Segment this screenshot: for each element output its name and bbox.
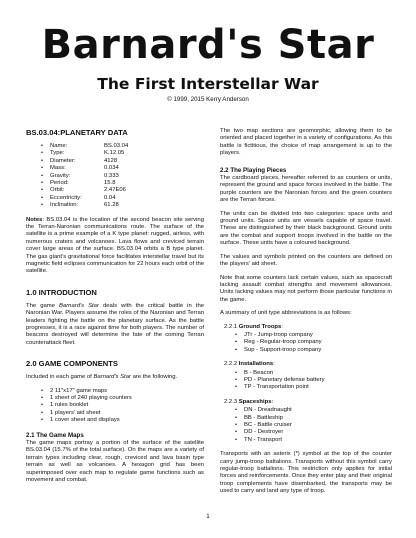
components-intro: Included in each game of Barnard's Star are the following. <box>26 374 178 381</box>
pieces-paragraph-1: The cardboard pieces, hereafter referred to as counters or units, represent the ground and space forces involved in the battle. The purple counters are the Naronian forces and the green counters are the Terran forces. <box>220 175 392 204</box>
stat-row: • Inclination: 61.28 <box>50 202 204 209</box>
list-item: • TP - Transportation point <box>244 384 392 391</box>
stat-row: • Diameter: 4128 <box>50 158 204 165</box>
list-item: • Reg - Regular-troop company <box>244 339 392 346</box>
components-list <box>26 388 204 425</box>
list-item: • JTr - Jump-troop company <box>244 332 392 339</box>
right-column <box>220 128 392 502</box>
stat-row: • Gravity: 0.333 <box>50 173 204 180</box>
planetary-stats-list <box>26 143 204 210</box>
list-item: • 2 11"x17" game maps <box>50 388 204 395</box>
game-maps-paragraph: The game maps portray a portion of the surface of the satellite BS.03.04 (15.7% of the total surface). On the maps are a variety of terrain types including clear, rough, creviced and lava basin type terrain as well as volcanoes. A hexagon grid has been superimposed over each map to regulate game functions such as movement and combat. <box>26 440 204 484</box>
pieces-paragraph-3: The values and symbols printed on the counters are defined on the players' aid sheet. <box>220 253 392 268</box>
stat-row: • Orbit: 2.47E06 <box>50 187 204 194</box>
geomorphic-paragraph: The two map sections are geomorphic, allowing them to be oriented and placed together in a variety of configurations. As this battle is fictitious, the choice of map arrangement is up to the players. <box>220 128 392 157</box>
installations-heading: 2.2.2 Installations: <box>224 361 275 368</box>
copyright-notice: © 1999, 2015 Kerry Anderson <box>167 96 249 103</box>
planetary-data-heading: BS.03.04:PLANETARY DATA <box>26 128 128 137</box>
document-subtitle: The First Interstellar War <box>97 75 319 93</box>
game-maps-heading: 2.1 The Game Maps <box>26 431 84 439</box>
transports-paragraph: Transports with an asterix (*) symbol at the top of the counter carry jump-troop battalions. Transports without this symbol carry regular-troop battalions. This restriction only applies for initial forces and reinforcements. Once they enter play and their original troop complements have disembarked, the transports may be used to carry and land any type of troop. <box>220 451 392 495</box>
stat-row: • Eccentricity: 0.04 <box>50 195 204 202</box>
document-title: Barnard's Star <box>41 22 375 68</box>
ground-troops-heading: 2.2.1 Ground Troops: <box>224 323 283 330</box>
stat-row: • Type: K.12.05 <box>50 150 204 157</box>
list-item: • PD - Planetary defense battery <box>244 377 392 384</box>
planetary-notes: Notes: BS.03.04 is the location of the second beacon site serving the Terran-Naronian communications route. The surface of the satellite is a prime example of a K type planet: rugged, airless, with numerous craters and volcanoes. Lava flows and creviced terrain cover large areas of the surface. BS.03.04 orbits a B type planet. The gas giant's gravitational force facilitates interstellar travel but its magnetic field eclipses communication for 22 hours each orbit of the satellite. <box>26 216 204 275</box>
installations-list <box>220 370 392 392</box>
page-number: 1 <box>206 513 210 520</box>
pieces-paragraph-5: A summary of unit type abbreviations is as follows: <box>220 310 352 317</box>
ground-troops-list <box>220 332 392 354</box>
left-column <box>26 128 204 490</box>
spaceships-heading: 2.2.3 Spaceships: <box>224 398 274 405</box>
list-item: • TN - Transport <box>244 437 392 444</box>
list-item: • 1 rules booklet <box>50 402 204 409</box>
stat-row: • Mass: 0.034 <box>50 165 204 172</box>
list-item: • BB - Battleship <box>244 415 392 422</box>
list-item: • BC - Battle cruiser <box>244 422 392 429</box>
spaceships-list <box>220 407 392 444</box>
list-item: • DN - Dreadnaught <box>244 407 392 414</box>
stat-row: • Name: BS.03.04 <box>50 143 204 150</box>
game-components-heading: 2.0 GAME COMPONENTS <box>26 359 118 369</box>
pieces-paragraph-2: The units can be divided into two categories: space units and ground units. Space units are vessels capable of space travel. These are distinguished by their black background. Ground units are the combat and support troops involved in the battle on the surface. These units have a coloured background. <box>220 210 392 247</box>
pieces-paragraph-4: Note that some counters lack certain values, such as spacecraft lacking assault combat strengths and movement allowances. Units lacking values may not perform those particular functions in the game. <box>220 274 392 303</box>
list-item: • 1 sheet of 240 playing counters <box>50 395 204 402</box>
stat-row: • Period: 15.8 <box>50 180 204 187</box>
introduction-paragraph: The game Barnard's Star deals with the critical battle in the Naronian War. Players assume the roles of the Naronian and Terran leaders fighting the battle on the planetary surface. As the battle progresses, it is a race against time for both players. The number of beacons destroyed will determine the fate of the coming Terran counterattack fleet. <box>26 302 204 346</box>
playing-pieces-heading: 2.2 The Playing Pieces <box>220 166 287 174</box>
introduction-heading: 1.0 INTRODUCTION <box>26 287 97 297</box>
list-item: • Sup - Support-troop company <box>244 347 392 354</box>
list-item: • 1 cover sheet and displays <box>50 417 204 424</box>
notes-label: Notes <box>26 216 43 223</box>
list-item: • DD - Destroyer <box>244 429 392 436</box>
list-item: • 1 players' aid sheet <box>50 410 204 417</box>
list-item: • B - Beacon <box>244 370 392 377</box>
